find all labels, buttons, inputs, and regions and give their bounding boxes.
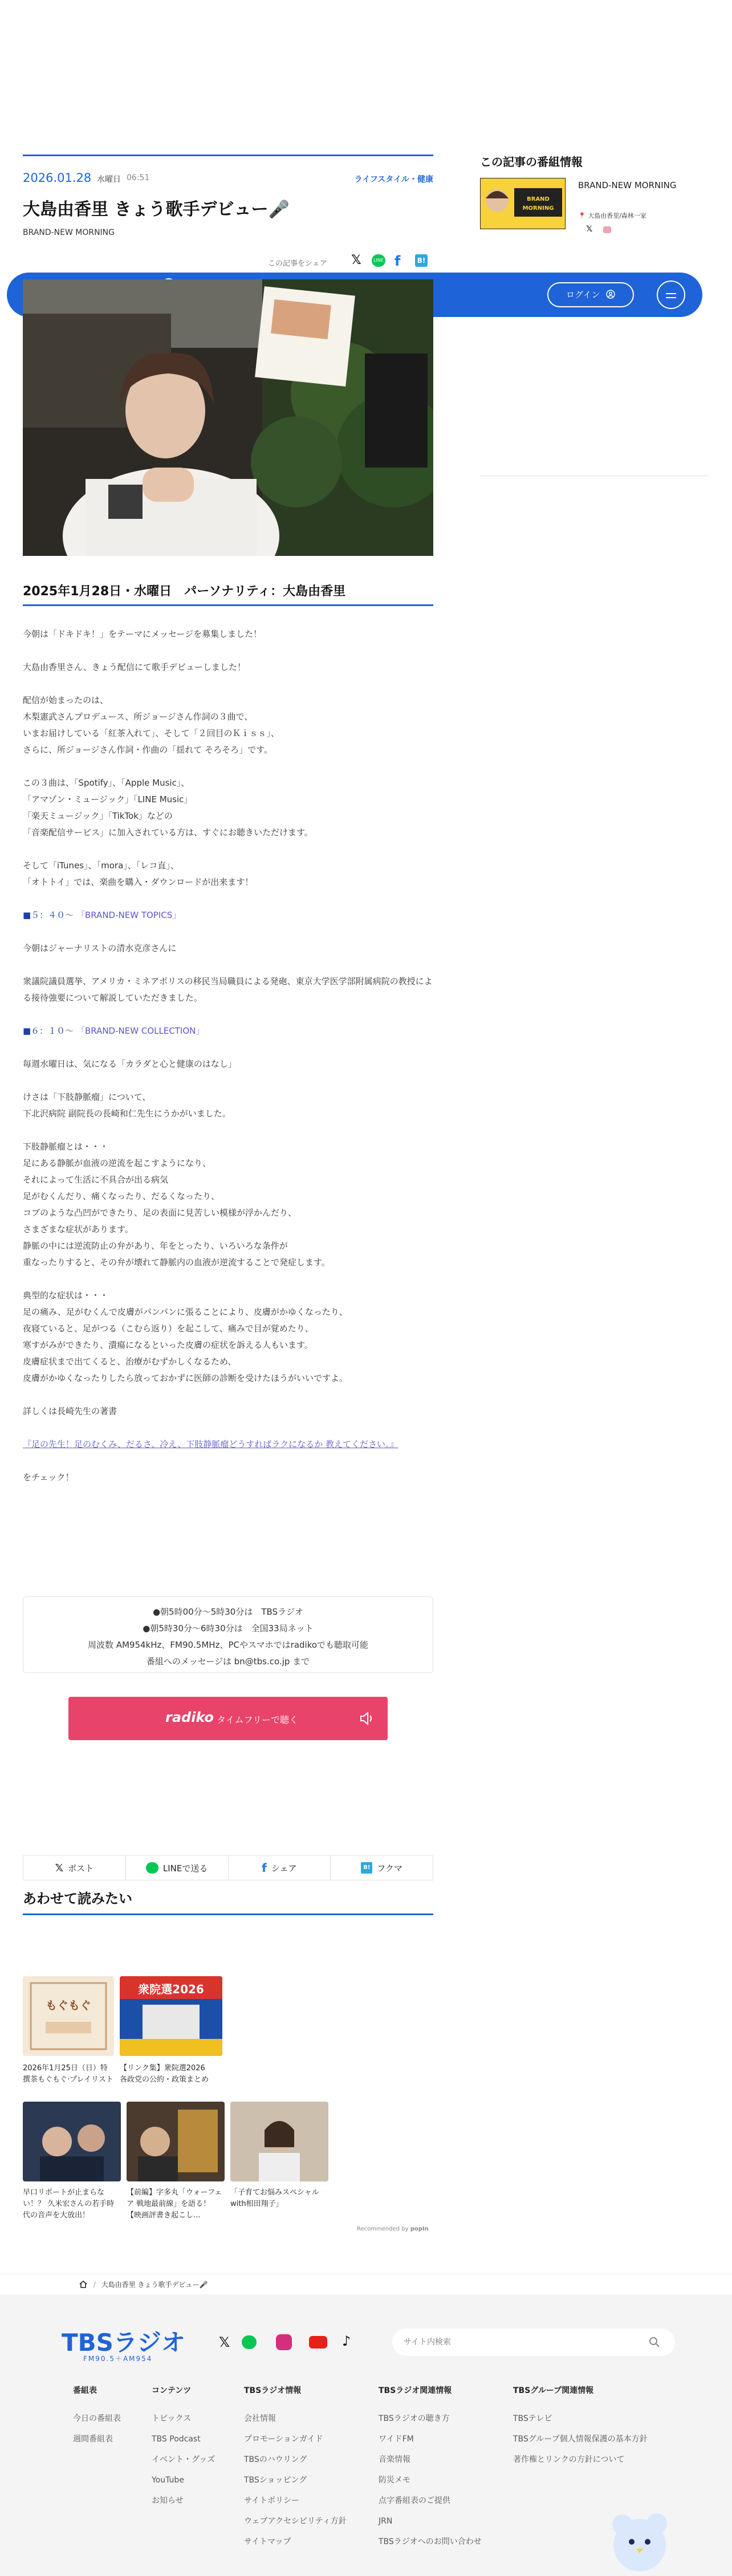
body-line: 下肢静脈瘤とは・・・: [23, 1141, 109, 1152]
body-line: 木梨憲武さんプロデュース、所ジョージさん作詞の３曲で、: [23, 712, 253, 722]
footer-link[interactable]: お知らせ: [152, 2496, 184, 2505]
line-icon: [146, 1862, 158, 1874]
book-paragraph: [23, 1436, 433, 1453]
body-line: 衆議院議員選挙、アメリカ・ミネアポリスの移民当局職員による発砲、東京大学医学部附属病院の教授による接待強要について解説していただきました。: [23, 976, 433, 1003]
related-card-title: 撰茶もぐもぐ·プレイリスト: [23, 2075, 113, 2084]
line-share-icon[interactable]: LINE: [372, 254, 385, 267]
body-line: 足がむくんだり、痛くなったり、だるくなったり、: [23, 1191, 220, 1201]
related-card-image: [23, 1976, 114, 2056]
related-card[interactable]: [127, 2102, 225, 2221]
body-line: 大島由香里さん、きょう配信にて歌手デビューしました！: [23, 662, 246, 672]
site-search: [392, 2329, 675, 2356]
user-icon: [606, 290, 615, 299]
segment-link[interactable]: 「BRAND-NEW TOPICS」: [76, 910, 181, 920]
site-footer: [0, 2294, 732, 2576]
radiko-timefree-button[interactable]: [68, 1697, 388, 1740]
x-share-icon[interactable]: 𝕏: [351, 253, 361, 267]
footer-column-heading: 番組表: [73, 2386, 97, 2395]
body-paragraph: [23, 1056, 433, 1072]
footer-column: [244, 2384, 347, 2552]
body-line: 皮膚がかゆくなったりしたら放っておかずに医師の診断を受けたほうがいいですよ。: [23, 1373, 348, 1383]
related-card-title: 早口リポートが止まらない！？ 久米宏さんの若手時代の音声を大放出！: [23, 2188, 115, 2220]
post-label: ポスト: [68, 1863, 94, 1874]
article-hero-photo: [23, 279, 433, 556]
body-line: 夜寝ていると、足がつる（こむら返り）を起こして、痛みで目が覚めたり、: [23, 1323, 314, 1334]
footer-link[interactable]: ワイドFM: [379, 2435, 414, 2444]
line-icon[interactable]: [242, 2335, 257, 2349]
footer-link[interactable]: 会社情報: [244, 2414, 276, 2423]
post-button[interactable]: [23, 1856, 126, 1880]
footer-column-heading: TBSラジオ関連情報: [379, 2386, 452, 2395]
related-card[interactable]: [230, 2102, 328, 2210]
body-line: コブのような凸凹ができたり、足の表面に見苦しい模様が浮かんだり、: [23, 1208, 297, 1218]
sidebar-cast: [578, 211, 646, 220]
related-card-date: 【リンク集】衆院選2026: [120, 2064, 205, 2073]
footer-column: [152, 2384, 215, 2511]
time-slot: ■５：４０～: [23, 910, 74, 920]
body-line: けさは「下肢静脈瘤」について、: [23, 1092, 151, 1102]
body-paragraph: [23, 626, 433, 643]
body-paragraph: [23, 1089, 433, 1122]
hatena-bookmark-button[interactable]: [331, 1856, 433, 1880]
footer-link[interactable]: ウェブアクセシビリティ方針: [244, 2517, 347, 2526]
footer-link[interactable]: 点字番組表のご提供: [379, 2496, 450, 2505]
footer-logo[interactable]: TBSラジオ: [62, 2329, 185, 2356]
body-line: 配信が始まったのは、: [23, 695, 109, 705]
body-paragraph: [23, 973, 433, 1006]
footer-link[interactable]: 著作権とリンクの方針について: [513, 2455, 625, 2464]
body-paragraph: [23, 1287, 433, 1387]
youtube-icon[interactable]: [309, 2336, 327, 2349]
body-line: 重なったりすると、その弁が壊れて静脈内の血液が逆流することで発症します。: [23, 1257, 330, 1267]
facebook-share-icon[interactable]: f: [395, 253, 401, 269]
login-label: ログイン: [566, 290, 600, 300]
footer-link[interactable]: サイトポリシー: [244, 2496, 300, 2505]
article-top-rule: [23, 155, 433, 156]
menu-button[interactable]: [657, 281, 685, 309]
body-paragraph: [23, 1139, 433, 1271]
segment-link[interactable]: 「BRAND-NEW COLLECTION」: [76, 1026, 205, 1036]
article-body: [23, 626, 433, 1502]
check-text: をチェック！: [23, 1472, 74, 1482]
body-line: 「アマゾン・ミュージック」「LINE Music」: [23, 794, 193, 805]
hatena-icon: B!: [361, 1862, 372, 1874]
recommend-credit-text: Recommended by: [357, 2226, 409, 2232]
footer-link[interactable]: トピックス: [152, 2414, 192, 2423]
body-line: 下北沢病院 副院長の長崎和仁先生にうかがいました。: [23, 1108, 231, 1119]
body-line: この３曲は、「Spotify」、「Apple Music」、: [23, 778, 190, 788]
footer-column-heading: TBSグループ関連情報: [513, 2386, 594, 2395]
line-send-button[interactable]: [126, 1856, 229, 1880]
body-line: 詳しくは長崎先生の著書: [23, 1406, 117, 1416]
footer-link[interactable]: TBSラジオへのお問い合わせ: [379, 2537, 482, 2546]
footer-column: [379, 2384, 482, 2552]
related-card-date: 2026年1月25日（日）特: [23, 2064, 108, 2073]
body-line: 「楽天ミュージック」「TikTok」などの: [23, 811, 173, 821]
share-bar: [23, 1855, 433, 1880]
body-line: 皮膚症状まで出てくると、治療がむずかしくなるため、: [23, 1356, 237, 1367]
facebook-label: シェア: [271, 1863, 297, 1874]
pin-icon: 📍: [578, 212, 586, 220]
broadcast-info-box: [23, 1596, 433, 1673]
line-label: LINEで送る: [162, 1863, 208, 1874]
category-link[interactable]: ライフスタイル・健康: [354, 175, 433, 184]
related-card-image: [127, 2102, 225, 2181]
body-line: 「オトトイ」では、楽曲を購入・ダウンロードが出来ます！: [23, 877, 254, 887]
footer-link[interactable]: プロモーションガイド: [244, 2435, 323, 2444]
section-rule: [23, 604, 433, 606]
body-line: 今朝は「ドキドキ！」をテーマにメッセージを募集しました！: [23, 629, 262, 639]
search-input[interactable]: [404, 2335, 632, 2349]
svg-text:MORNING: MORNING: [522, 205, 554, 212]
related-card[interactable]: [23, 2102, 121, 2221]
footer-link[interactable]: TBSテレビ: [513, 2414, 552, 2423]
body-paragraph: [23, 692, 433, 758]
broadcast-line: 番組へのメッセージは bn@tbs.co.jp まで: [146, 1656, 310, 1667]
article-title: 大島由香里 きょう歌手デビュー🎤: [23, 200, 290, 220]
radiko-logo: radiko: [165, 1709, 214, 1725]
facebook-share-button[interactable]: [229, 1856, 331, 1880]
related-card-image: [230, 2102, 328, 2181]
time-slot: ■６：１０～: [23, 1026, 74, 1036]
instagram-icon[interactable]: [276, 2334, 292, 2350]
x-icon: 𝕏: [55, 1862, 64, 1874]
footer-column: [73, 2384, 121, 2449]
related-card-title: 各政党の公約・政策まとめ: [120, 2075, 209, 2084]
footer-link[interactable]: TBSショッピング: [244, 2476, 307, 2485]
section-heading: 2025年1月28日・水曜日 パーソナリティ：大島由香里: [23, 584, 346, 599]
body-paragraph: [23, 858, 433, 891]
svg-text:衆院選2026: 衆院選2026: [138, 1982, 204, 1996]
body-paragraph: [23, 659, 433, 676]
body-line: 足にある静脈が血液の逆流を起こすようになり、: [23, 1158, 212, 1168]
footer-column-heading: TBSラジオ情報: [244, 2386, 302, 2395]
footer-link[interactable]: 音楽情報: [379, 2455, 410, 2464]
footer-link[interactable]: 今日の番組表: [73, 2414, 121, 2423]
article-date: 2026.01.28: [23, 171, 92, 185]
x-icon[interactable]: 𝕏: [586, 225, 593, 234]
related-card-title: 【前編】字多丸「ウォーフェア 戦地最前線」を語る！【映画評書き起こし...: [127, 2188, 222, 2220]
article-time: 06:51: [127, 173, 150, 182]
related-heading: あわせて読みたい: [23, 1891, 132, 1907]
body-line: 静脈の中には逆流防止の弁があり、年をとったり、いろいろな条件が: [23, 1241, 288, 1251]
body-line: さらに、所ジョージさん作詞・作曲の「揺れて そろそろ」です。: [23, 745, 273, 755]
footer-column-heading: コンテンツ: [152, 2386, 192, 2395]
share-icons: [349, 253, 434, 268]
body-line: さまざまな症状があります。: [23, 1224, 133, 1234]
sidebar-heading: この記事の番組情報: [480, 155, 583, 169]
body-line: 今朝はジャーナリストの清水克彦さんに: [23, 943, 177, 953]
body-line: 毎週水曜日は、気になる「カラダと心と健康のはなし」: [23, 1059, 237, 1069]
hatena-share-icon[interactable]: B!: [415, 254, 428, 267]
time-slot-heading: [23, 1023, 433, 1039]
svg-text:BRAND: BRAND: [527, 196, 550, 202]
body-paragraph: [23, 940, 433, 957]
related-card-image: [120, 1976, 222, 2056]
footer-mascot-icon: [608, 2502, 672, 2576]
related-card-title: 「子育てお悩みスペシャル with相田翔子」: [230, 2188, 319, 2208]
broadcast-line: ●朝5時30分～6時30分は 全国33局ネット: [143, 1623, 314, 1634]
body-paragraph: [23, 1403, 433, 1420]
related-card[interactable]: [23, 1976, 114, 2086]
broadcast-line: ●朝5時00分～5時30分は TBSラジオ: [152, 1607, 304, 1617]
related-card-image: [23, 2102, 121, 2181]
footer-link[interactable]: TBS Podcast: [152, 2435, 201, 2444]
footer-link[interactable]: TBSグループ個人情報保護の基本方針: [513, 2435, 648, 2444]
share-label: この記事をシェア: [268, 259, 327, 268]
body-paragraph: [23, 775, 433, 841]
body-line: 典型的な症状は・・・: [23, 1290, 109, 1301]
book-link[interactable]: 『足の先生！足のむくみ、だるさ、冷え、下肢静脈瘤どうすればラクになるか 教えてください。』: [23, 1439, 398, 1449]
program-thumbnail[interactable]: [480, 178, 566, 229]
broadcast-line: 周波数 AM954kHz、FM90.5MHz、PCやスマホではradikoでも聴取可能: [87, 1640, 369, 1650]
footer-logo-sub: FM90.5＋AM954: [83, 2355, 153, 2363]
footer-link[interactable]: JRN: [379, 2517, 393, 2526]
footer-link[interactable]: YouTube: [152, 2476, 184, 2485]
article-weekday: 水曜日: [97, 175, 121, 184]
facebook-icon: f: [262, 1861, 267, 1875]
body-line: それによって生活に不具合が出る病気: [23, 1175, 169, 1185]
recommend-credit: Recommended by popIn: [357, 2226, 429, 2232]
tiktok-icon[interactable]: ♪: [342, 2333, 351, 2349]
time-slot-heading: [23, 907, 433, 924]
footer-link[interactable]: イベント・グッズ: [152, 2455, 215, 2464]
footer-link[interactable]: TBSラジオの聴き方: [379, 2414, 450, 2423]
footer-link[interactable]: 週間番組表: [73, 2435, 113, 2444]
breadcrumb: / 大島由香里 きょう歌手デビュー🎤: [79, 2280, 208, 2289]
speaker-icon: [359, 1712, 374, 1725]
body-line: 「音楽配信サービス」に加入されている方は、すぐにお聴きいただけます。: [23, 827, 313, 838]
body-line: そして「iTunes」、「mora」、「レコ直」、: [23, 860, 179, 871]
login-button[interactable]: [547, 282, 634, 307]
body-line: いまお届けしている「紅茶入れて」、そして「２回目のＫｉｓｓ」、: [23, 728, 280, 738]
footer-link[interactable]: 防災メモ: [379, 2476, 410, 2485]
footer-link[interactable]: サイトマップ: [244, 2537, 291, 2546]
breadcrumb-current: 大島由香里 きょう歌手デビュー🎤: [101, 2281, 208, 2289]
instagram-icon[interactable]: [603, 226, 611, 233]
related-rule: [23, 1913, 433, 1915]
x-icon[interactable]: 𝕏: [219, 2334, 230, 2350]
home-icon[interactable]: [79, 2280, 88, 2288]
sidebar-program-name[interactable]: BRAND-NEW MORNING: [578, 180, 677, 190]
radiko-label: タイムフリーで聴く: [217, 1714, 299, 1725]
body-line: 足の痛み、足がむくんで皮膚がパンパンに張ることにより、皮膚がかゆくなったり、: [23, 1307, 348, 1317]
footer-column: [513, 2384, 648, 2470]
search-icon[interactable]: [649, 2337, 660, 2348]
article-program: BRAND-NEW MORNING: [23, 228, 115, 237]
related-card[interactable]: [120, 1976, 222, 2086]
body-line: 寒すがみができたり、潰瘍になるといった皮膚の症状を訴える人もいます。: [23, 1340, 313, 1350]
svg-text:もぐもぐ: もぐもぐ: [46, 1998, 91, 2012]
footer-link[interactable]: TBSのハウリング: [244, 2455, 307, 2464]
hatena-label: フクマ: [377, 1863, 402, 1874]
sidebar-cast-names: 大島由香里/森林一家: [588, 212, 646, 220]
